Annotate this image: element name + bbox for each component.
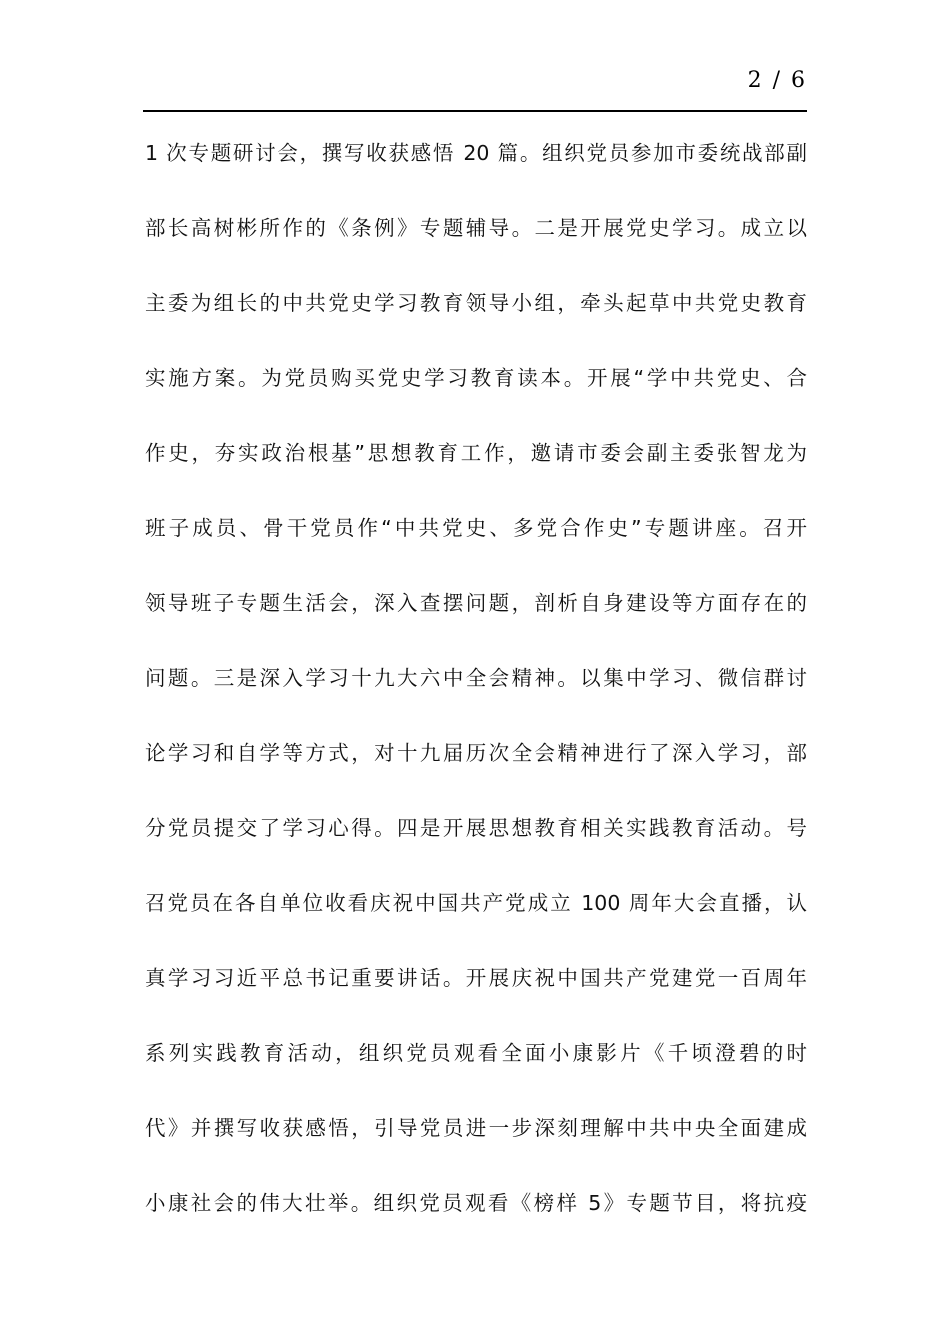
text-line: 部长高树彬所作的《条例》专题辅导。二是开展党史学习。成立以 [145,216,807,240]
text-line: 作史，夯实政治根基”思想教育工作，邀请市委会副主委张智龙为 [145,441,807,465]
text-line: 小康社会的伟大壮举。组织党员观看《榜样 5》专题节目，将抗疫 [145,1191,807,1215]
text-line: 领导班子专题生活会，深入查摆问题，剖析自身建设等方面存在的 [145,591,807,615]
text-line: 真学习习近平总书记重要讲话。开展庆祝中国共产党建党一百周年 [145,966,807,990]
page-number: 2 / 6 [747,68,807,93]
text-line: 分党员提交了学习心得。四是开展思想教育相关实践教育活动。号 [145,816,807,840]
text-line: 系列实践教育活动，组织党员观看全面小康影片《千顷澄碧的时 [145,1041,807,1065]
text-line: 问题。三是深入学习十九大六中全会精神。以集中学习、微信群讨 [145,666,807,690]
body-text [145,132,807,1257]
text-line: 实施方案。为党员购买党史学习教育读本。开展“学中共党史、合 [145,366,807,390]
header-rule [143,110,807,112]
text-line: 召党员在各自单位收看庆祝中国共产党成立 100 周年大会直播，认 [145,891,807,915]
text-line: 班子成员、骨干党员作“中共党史、多党合作史”专题讲座。召开 [145,516,807,540]
text-line: 代》并撰写收获感悟，引导党员进一步深刻理解中共中央全面建成 [145,1116,807,1140]
text-line: 论学习和自学等方式，对十九届历次全会精神进行了深入学习，部 [145,741,807,765]
text-line: 1 次专题研讨会，撰写收获感悟 20 篇。组织党员参加市委统战部副 [145,141,807,165]
text-line: 主委为组长的中共党史学习教育领导小组，牵头起草中共党史教育 [145,291,807,315]
